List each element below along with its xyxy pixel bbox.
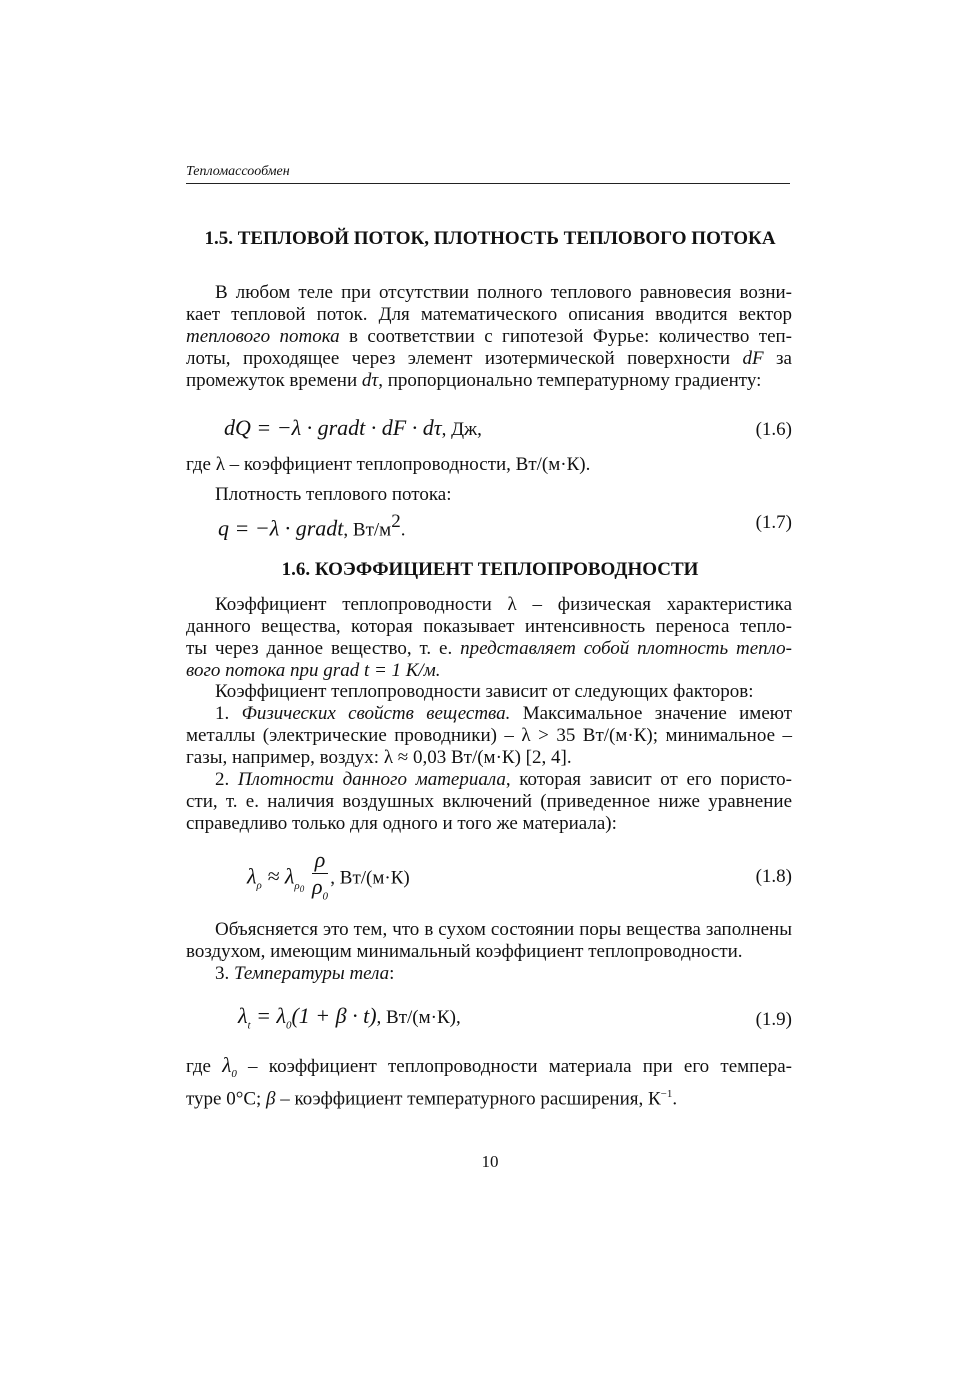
equation-number: (1.8) (755, 866, 792, 887)
factor-1-line: 1. Физических свойств вещества. Максимальное значение имеют (215, 703, 792, 724)
paragraph-line: металлы (электрические проводники) – λ > 35 Вт/(м·К); минимальное – (186, 725, 792, 746)
paragraph-line: В любом теле при отсутствии полного теплового равновесия возни- (215, 282, 792, 303)
running-header: Тепломассообмен (186, 163, 790, 184)
paragraph-line: Плотность теплового потока: (215, 484, 452, 505)
paragraph-line: Коэффициент теплопроводности зависит от следующих факторов: (215, 681, 754, 702)
equation-1-8: $\lambda_\rho \approx \lambda_{\rho_0}$ $\frac{\rho}{\rho_0}$ , Вт/(м·К) (247, 847, 410, 909)
paragraph-line: Коэффициент теплопроводности λ – физическая характеристика (215, 594, 792, 615)
paragraph-line: данного вещества, которая показывает интенсивность переноса тепло- (186, 616, 792, 637)
paragraph-line: где λ – коэффициент теплопроводности, Вт/(м·К). (186, 454, 591, 475)
paragraph-line: туре 0°С; β – коэффициент температурного расширения, $К^{-1}$. (186, 1088, 678, 1110)
paragraph-line: промежуток времени dτ, пропорционально температурному градиенту: (186, 370, 762, 391)
paragraph-line: сти, т. е. наличия воздушных включений (приведенное ниже уравнение (186, 791, 792, 812)
paragraph-line: Объясняется это тем, что в сухом состоянии поры вещества заполнены (215, 919, 792, 940)
equation-1-7: q = −λ · gradt, $Вт/м^2$. (218, 511, 406, 541)
paragraph-line: лоты, проходящее через элемент изотермической поверхности dF за (186, 348, 792, 369)
factor-3-line: 3. Температуры тела: (215, 963, 395, 984)
equation-1-9: $\lambda_t = \lambda_0(1 + \beta \cdot t)$, Вт/(м·К), (238, 1003, 461, 1032)
equation-number: (1.9) (755, 1009, 792, 1030)
paragraph-line: справедливо только для одного и того же материала): (186, 813, 617, 834)
paragraph-line: ты через данное вещество, т. е. представляет собой плотность тепло- (186, 638, 793, 659)
section-title-1-5: 1.5. ТЕПЛОВОЙ ПОТОК, ПЛОТНОСТЬ ТЕПЛОВОГО ПОТОКА (204, 228, 776, 249)
paragraph-line: вого потока при grad t = 1 К/м. (186, 660, 441, 681)
paragraph-line: где $\lambda_0$ – коэффициент теплопроводности материала при его темпера- (186, 1053, 793, 1081)
equation-number: (1.6) (755, 419, 792, 440)
term-heat-flow: теплового потока (186, 326, 340, 347)
page-number: 10 (481, 1152, 499, 1171)
paragraph-line: воздухом, имеющим минимальный коэффициент теплопроводности. (186, 941, 743, 962)
section-title-1-6: 1.6. КОЭФФИЦИЕНТ ТЕПЛОПРОВОДНОСТИ (281, 559, 699, 580)
factor-2-line: 2. Плотности данного материала, которая зависит от его пористо- (215, 769, 792, 790)
paragraph-line: газы, например, воздух: λ ≈ 0,03 Вт/(м·К) [2, 4]. (186, 747, 572, 768)
equation-1-6: dQ = −λ · gradt · dF · dτ, Дж, (224, 415, 482, 440)
paragraph-line: теплового потока в соответствии с гипотезой Фурье: количество теп- (186, 326, 793, 347)
equation-number: (1.7) (755, 512, 792, 533)
density-fraction: $\frac{\rho}{\rho_0}$ (311, 847, 329, 903)
paragraph-line: кает тепловой поток. Для математического описания вводится вектор (186, 304, 792, 325)
